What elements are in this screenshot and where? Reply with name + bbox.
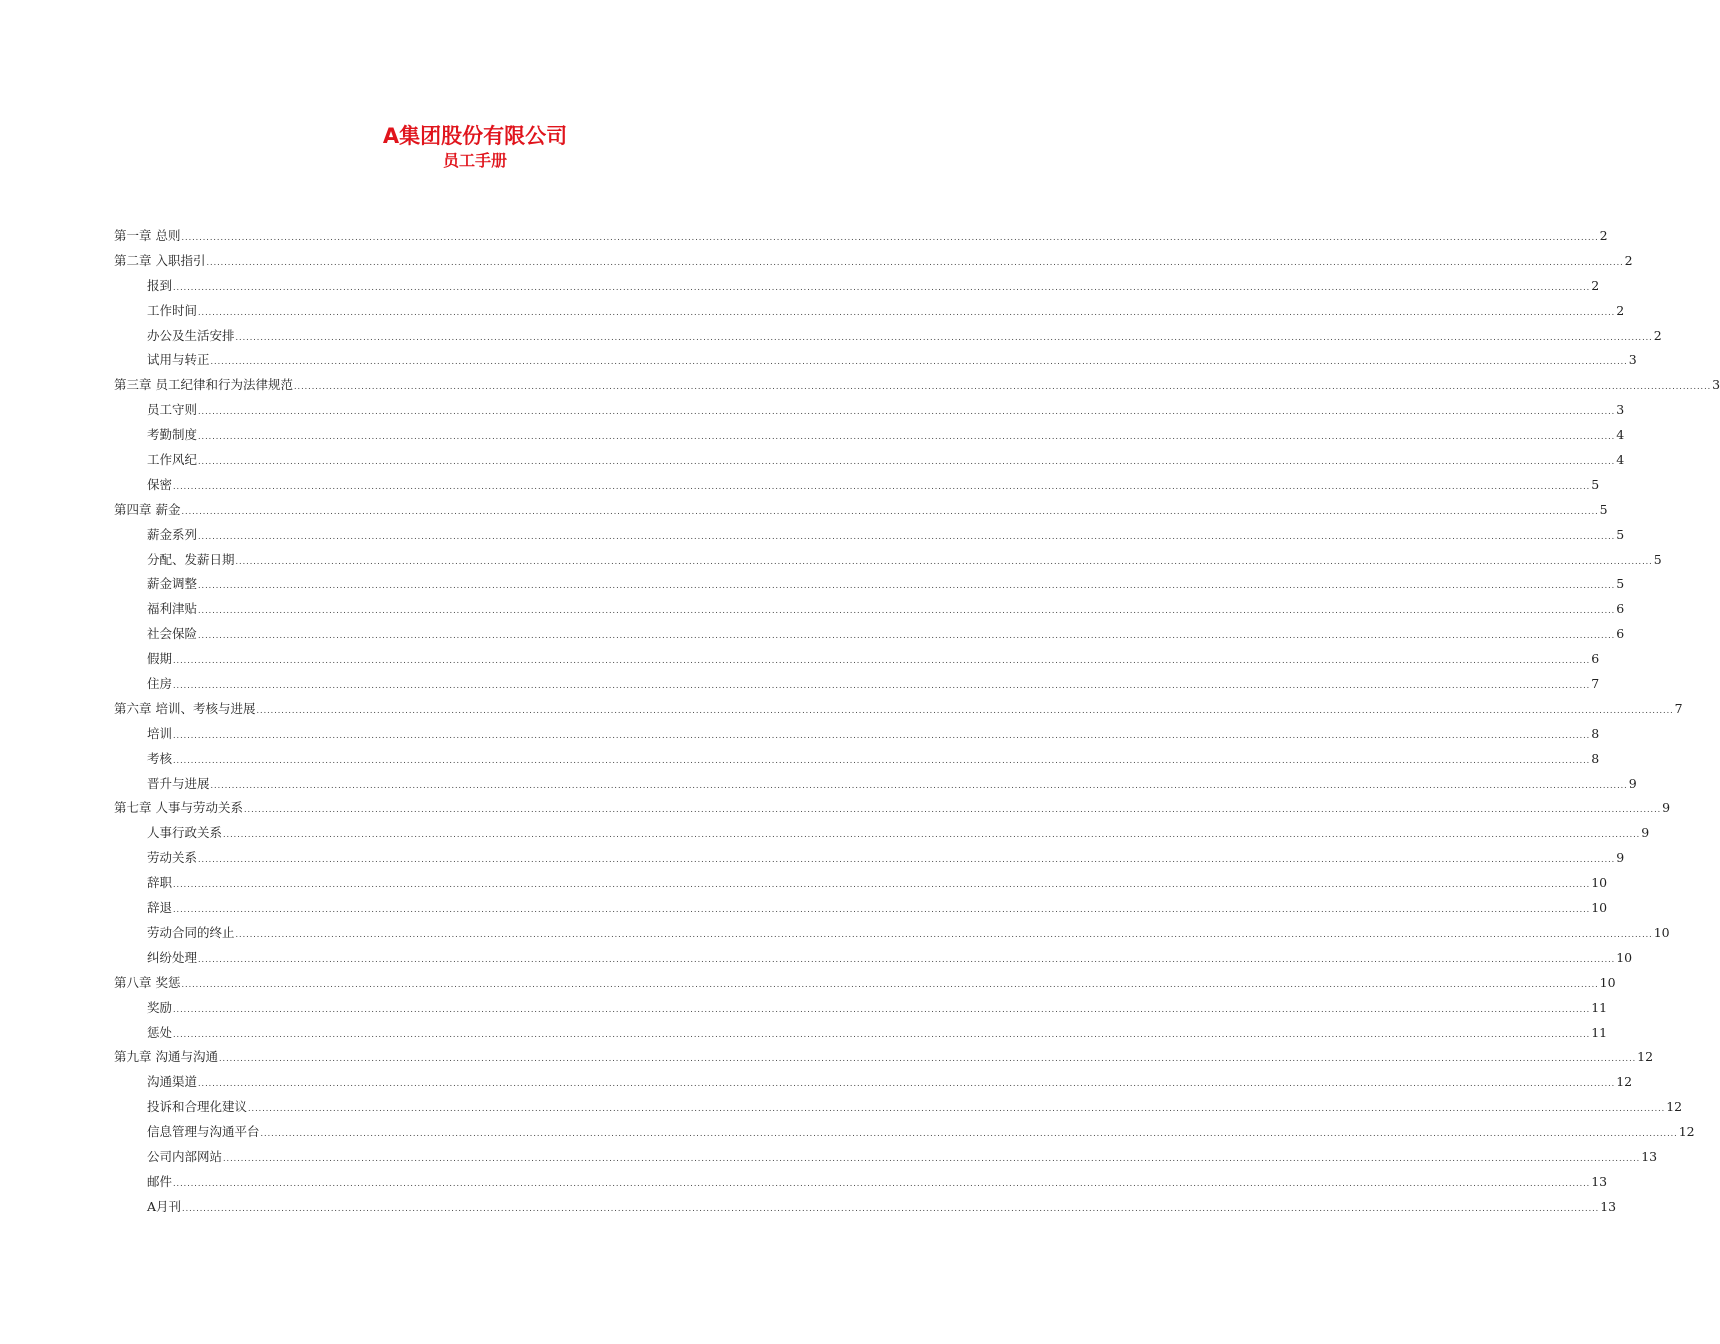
toc-chapter-entry[interactable] xyxy=(114,373,1720,398)
toc-entry-label: 第一章 总则 xyxy=(114,228,181,243)
toc-section-entry[interactable] xyxy=(114,398,1625,423)
toc-page-number: 10 xyxy=(1591,900,1608,916)
toc-entry-label: 办公及生活安排 xyxy=(147,327,235,343)
toc-dot-leader: ................................................................................................................................................................................................................................................................................................................................................................................................................ xyxy=(223,830,1641,840)
title-block xyxy=(0,122,950,172)
toc-section-entry[interactable] xyxy=(114,946,1633,971)
toc-chapter-entry[interactable] xyxy=(114,224,1608,249)
toc-dot-leader: ................................................................................................................................................................................................................................................................................................................................................................................................................ xyxy=(173,880,1591,890)
toc-section-entry[interactable] xyxy=(114,523,1625,548)
toc-section-entry[interactable] xyxy=(114,597,1625,622)
toc-section-entry[interactable] xyxy=(114,1195,1617,1220)
toc-entry-label: 第三章 员工纪律和行为法律规范 xyxy=(114,377,293,393)
toc-dot-leader: ................................................................................................................................................................................................................................................................................................................................................................................................................ xyxy=(198,407,1616,417)
toc-entry-label: 晋升与进展 xyxy=(147,775,210,791)
toc-dot-leader: ................................................................................................................................................................................................................................................................................................................................................................................................................ xyxy=(235,556,1653,566)
toc-dot-leader: ................................................................................................................................................................................................................................................................................................................................................................................................................ xyxy=(173,282,1591,292)
toc-entry-label: 住房 xyxy=(147,676,173,692)
toc-dot-leader: ................................................................................................................................................................................................................................................................................................................................................................................................................ xyxy=(173,481,1591,491)
toc-dot-leader: ................................................................................................................................................................................................................................................................................................................................................................................................................ xyxy=(173,1178,1591,1188)
toc-section-entry[interactable] xyxy=(114,747,1600,772)
toc-page-number: 6 xyxy=(1616,626,1625,642)
toc-dot-leader: ................................................................................................................................................................................................................................................................................................................................................................................................................ xyxy=(173,755,1591,765)
toc-entry-label: 第八章 奖惩 xyxy=(114,974,181,990)
toc-dot-leader: ................................................................................................................................................................................................................................................................................................................................................................................................................ xyxy=(206,257,1624,267)
toc-dot-leader: ................................................................................................................................................................................................................................................................................................................................................................................................................ xyxy=(173,1029,1591,1039)
toc-entry-label: 考核 xyxy=(147,750,173,766)
toc-chapter-entry[interactable] xyxy=(114,249,1633,274)
toc-dot-leader: ................................................................................................................................................................................................................................................................................................................................................................................................................ xyxy=(293,382,1712,392)
toc-page-number: 10 xyxy=(1599,974,1616,990)
toc-section-entry[interactable] xyxy=(114,996,1608,1021)
toc-entry-label: 第九章 沟通与沟通 xyxy=(114,1049,218,1065)
toc-page-number: 5 xyxy=(1616,526,1625,542)
toc-section-entry[interactable] xyxy=(114,473,1600,498)
toc-entry-label: 公司内部网站 xyxy=(147,1148,223,1164)
toc-page-number: 8 xyxy=(1591,725,1600,741)
toc-entry-label: 辞职 xyxy=(147,875,173,891)
document-title: A集团股份有限公司 xyxy=(382,124,568,148)
toc-page-number: 12 xyxy=(1678,1124,1695,1140)
toc-page-number: 3 xyxy=(1628,352,1637,368)
toc-page-number: 9 xyxy=(1662,800,1671,816)
toc-entry-label: 投诉和合理化建议 xyxy=(147,1099,248,1115)
toc-entry-label: 工作时间 xyxy=(147,302,198,318)
toc-dot-leader: ................................................................................................................................................................................................................................................................................................................................................................................................................ xyxy=(173,1004,1591,1014)
toc-page-number: 6 xyxy=(1616,601,1625,617)
toc-entry-label: 第七章 人事与劳动关系 xyxy=(114,800,243,816)
toc-page-number: 11 xyxy=(1591,1024,1608,1040)
toc-dot-leader: ................................................................................................................................................................................................................................................................................................................................................................................................................ xyxy=(173,905,1591,915)
toc-dot-leader: ................................................................................................................................................................................................................................................................................................................................................................................................................ xyxy=(210,780,1628,790)
toc-chapter-entry[interactable] xyxy=(114,796,1671,821)
toc-section-entry[interactable] xyxy=(114,1170,1608,1195)
toc-chapter-entry[interactable] xyxy=(114,697,1683,722)
document-subtitle: 员工手册 xyxy=(442,151,507,170)
toc-page-number: 13 xyxy=(1641,1148,1658,1164)
toc-section-entry[interactable] xyxy=(114,622,1625,647)
toc-entry-label: 劳动合同的终止 xyxy=(147,924,235,940)
toc-page-number: 7 xyxy=(1591,676,1600,692)
toc-page-number: 8 xyxy=(1591,750,1600,766)
toc-page-number: 12 xyxy=(1616,1074,1633,1090)
toc-entry-label: 分配、发薪日期 xyxy=(147,551,235,567)
toc-dot-leader: ................................................................................................................................................................................................................................................................................................................................................................................................................ xyxy=(210,357,1628,367)
toc-entry-label: 保密 xyxy=(147,476,173,492)
toc-dot-leader: ................................................................................................................................................................................................................................................................................................................................................................................................................ xyxy=(198,954,1616,964)
toc-section-entry[interactable] xyxy=(114,871,1608,896)
toc-page-number: 6 xyxy=(1591,651,1600,667)
toc-dot-leader: ................................................................................................................................................................................................................................................................................................................................................................................................................ xyxy=(235,332,1653,342)
toc-dot-leader: ................................................................................................................................................................................................................................................................................................................................................................................................................ xyxy=(243,805,1662,815)
toc-dot-leader: ................................................................................................................................................................................................................................................................................................................................................................................................................ xyxy=(198,1079,1616,1089)
toc-page-number: 10 xyxy=(1616,949,1633,965)
toc-section-entry[interactable] xyxy=(114,672,1600,697)
toc-section-entry[interactable] xyxy=(114,1070,1633,1095)
toc-dot-leader: ................................................................................................................................................................................................................................................................................................................................................................................................................ xyxy=(198,457,1616,467)
toc-section-entry[interactable] xyxy=(114,423,1625,448)
toc-dot-leader: ................................................................................................................................................................................................................................................................................................................................................................................................................ xyxy=(181,979,1599,989)
toc-entry-label: 福利津贴 xyxy=(147,601,198,617)
toc-section-entry[interactable] xyxy=(114,448,1625,473)
toc-page-number: 10 xyxy=(1591,875,1608,891)
toc-dot-leader: ................................................................................................................................................................................................................................................................................................................................................................................................................ xyxy=(198,531,1616,541)
toc-section-entry[interactable] xyxy=(114,572,1625,597)
toc-section-entry[interactable] xyxy=(114,274,1600,299)
toc-page-number: 9 xyxy=(1641,825,1650,841)
toc-page-number: 10 xyxy=(1653,924,1670,940)
toc-dot-leader: ................................................................................................................................................................................................................................................................................................................................................................................................................ xyxy=(256,705,1674,715)
toc-chapter-entry[interactable] xyxy=(114,1045,1654,1070)
toc-section-entry[interactable] xyxy=(114,647,1600,672)
toc-entry-label: 惩处 xyxy=(147,1024,173,1040)
toc-entry-label: 第二章 入职指引 xyxy=(114,252,206,268)
toc-page-number: 3 xyxy=(1616,402,1625,418)
toc-entry-label: 信息管理与沟通平台 xyxy=(147,1124,260,1140)
toc-dot-leader: ................................................................................................................................................................................................................................................................................................................................................................................................................ xyxy=(235,929,1653,939)
toc-entry-label: 劳动关系 xyxy=(147,850,198,866)
toc-entry-label: 薪金调整 xyxy=(147,576,198,592)
toc-entry-label: 第六章 培训、考核与进展 xyxy=(114,700,256,716)
toc-entry-label: 报到 xyxy=(147,277,173,293)
toc-dot-leader: ................................................................................................................................................................................................................................................................................................................................................................................................................ xyxy=(198,432,1616,442)
toc-dot-leader: ................................................................................................................................................................................................................................................................................................................................................................................................................ xyxy=(223,1153,1641,1163)
toc-dot-leader: ................................................................................................................................................................................................................................................................................................................................................................................................................ xyxy=(173,681,1591,691)
toc-section-entry[interactable] xyxy=(114,324,1662,349)
toc-dot-leader: ................................................................................................................................................................................................................................................................................................................................................................................................................ xyxy=(181,233,1599,242)
toc-section-entry[interactable] xyxy=(114,348,1637,373)
toc-entry-label: 纠纷处理 xyxy=(147,949,198,965)
toc-section-entry[interactable] xyxy=(114,1120,1695,1145)
toc-page-number: 5 xyxy=(1591,476,1600,492)
toc-entry-label: 邮件 xyxy=(147,1173,173,1189)
toc-chapter-entry[interactable] xyxy=(114,971,1616,996)
toc-entry-label: 社会保险 xyxy=(147,626,198,642)
toc-dot-leader: ................................................................................................................................................................................................................................................................................................................................................................................................................ xyxy=(218,1054,1637,1064)
toc-page-number: 2 xyxy=(1616,302,1625,318)
toc-page-number: 4 xyxy=(1616,452,1625,468)
toc-page-number: 12 xyxy=(1637,1049,1654,1065)
toc-entry-label: 薪金系列 xyxy=(147,526,198,542)
toc-page-number: 5 xyxy=(1616,576,1625,592)
toc-dot-leader: ................................................................................................................................................................................................................................................................................................................................................................................................................ xyxy=(260,1129,1678,1139)
toc-section-entry[interactable] xyxy=(114,722,1600,747)
toc-entry-label: 员工守则 xyxy=(147,402,198,418)
toc-dot-leader: ................................................................................................................................................................................................................................................................................................................................................................................................................ xyxy=(198,631,1616,641)
toc-section-entry[interactable] xyxy=(114,921,1670,946)
toc-dot-leader: ................................................................................................................................................................................................................................................................................................................................................................................................................ xyxy=(181,506,1599,516)
toc-page-number: 5 xyxy=(1599,501,1608,517)
toc-entry-label: A月刊 xyxy=(147,1198,182,1214)
toc-section-entry[interactable] xyxy=(114,548,1662,573)
toc-entry-label: 工作风纪 xyxy=(147,452,198,468)
toc-page-number: 13 xyxy=(1591,1173,1608,1189)
toc-section-entry[interactable] xyxy=(114,896,1608,921)
toc-page-number: 5 xyxy=(1653,551,1662,567)
toc-page-number: 7 xyxy=(1674,700,1683,716)
toc-page-number: 4 xyxy=(1616,427,1625,443)
toc-entry-label: 第四章 薪金 xyxy=(114,501,181,517)
toc-entry-label: 辞退 xyxy=(147,900,173,916)
toc-section-entry[interactable] xyxy=(114,1145,1658,1170)
toc-dot-leader: ................................................................................................................................................................................................................................................................................................................................................................................................................ xyxy=(198,307,1616,317)
toc-dot-leader: ................................................................................................................................................................................................................................................................................................................................................................................................................ xyxy=(173,656,1591,666)
toc-section-entry[interactable] xyxy=(114,1095,1683,1120)
toc-section-entry[interactable] xyxy=(114,821,1650,846)
toc-page-number: 2 xyxy=(1599,228,1608,243)
toc-page-number: 2 xyxy=(1591,277,1600,293)
table-of-contents xyxy=(114,224,1720,1220)
toc-page-number: 12 xyxy=(1666,1099,1683,1115)
toc-page-number: 2 xyxy=(1653,327,1662,343)
toc-section-entry[interactable] xyxy=(114,299,1625,324)
toc-entry-label: 试用与转正 xyxy=(147,352,210,368)
toc-page-number: 9 xyxy=(1628,775,1637,791)
toc-section-entry[interactable] xyxy=(114,1021,1608,1046)
toc-entry-label: 培训 xyxy=(147,725,173,741)
toc-entry-label: 考勤制度 xyxy=(147,427,198,443)
toc-dot-leader: ................................................................................................................................................................................................................................................................................................................................................................................................................ xyxy=(182,1203,1600,1213)
toc-dot-leader: ................................................................................................................................................................................................................................................................................................................................................................................................................ xyxy=(173,730,1591,740)
toc-dot-leader: ................................................................................................................................................................................................................................................................................................................................................................................................................ xyxy=(198,581,1616,591)
toc-dot-leader: ................................................................................................................................................................................................................................................................................................................................................................................................................ xyxy=(248,1104,1666,1114)
toc-entry-label: 奖励 xyxy=(147,999,173,1015)
toc-chapter-entry[interactable] xyxy=(114,498,1608,523)
toc-page-number: 13 xyxy=(1600,1198,1617,1214)
toc-section-entry[interactable] xyxy=(114,846,1625,871)
toc-entry-label: 沟通渠道 xyxy=(147,1074,198,1090)
toc-dot-leader: ................................................................................................................................................................................................................................................................................................................................................................................................................ xyxy=(198,606,1616,616)
toc-page-number: 11 xyxy=(1591,999,1608,1015)
toc-section-entry[interactable] xyxy=(114,772,1637,797)
toc-page-number: 9 xyxy=(1616,850,1625,866)
toc-dot-leader: ................................................................................................................................................................................................................................................................................................................................................................................................................ xyxy=(198,855,1616,865)
toc-page-number: 3 xyxy=(1712,377,1720,393)
toc-entry-label: 假期 xyxy=(147,651,173,667)
toc-page-number: 2 xyxy=(1624,252,1633,268)
toc-entry-label: 人事行政关系 xyxy=(147,825,223,841)
